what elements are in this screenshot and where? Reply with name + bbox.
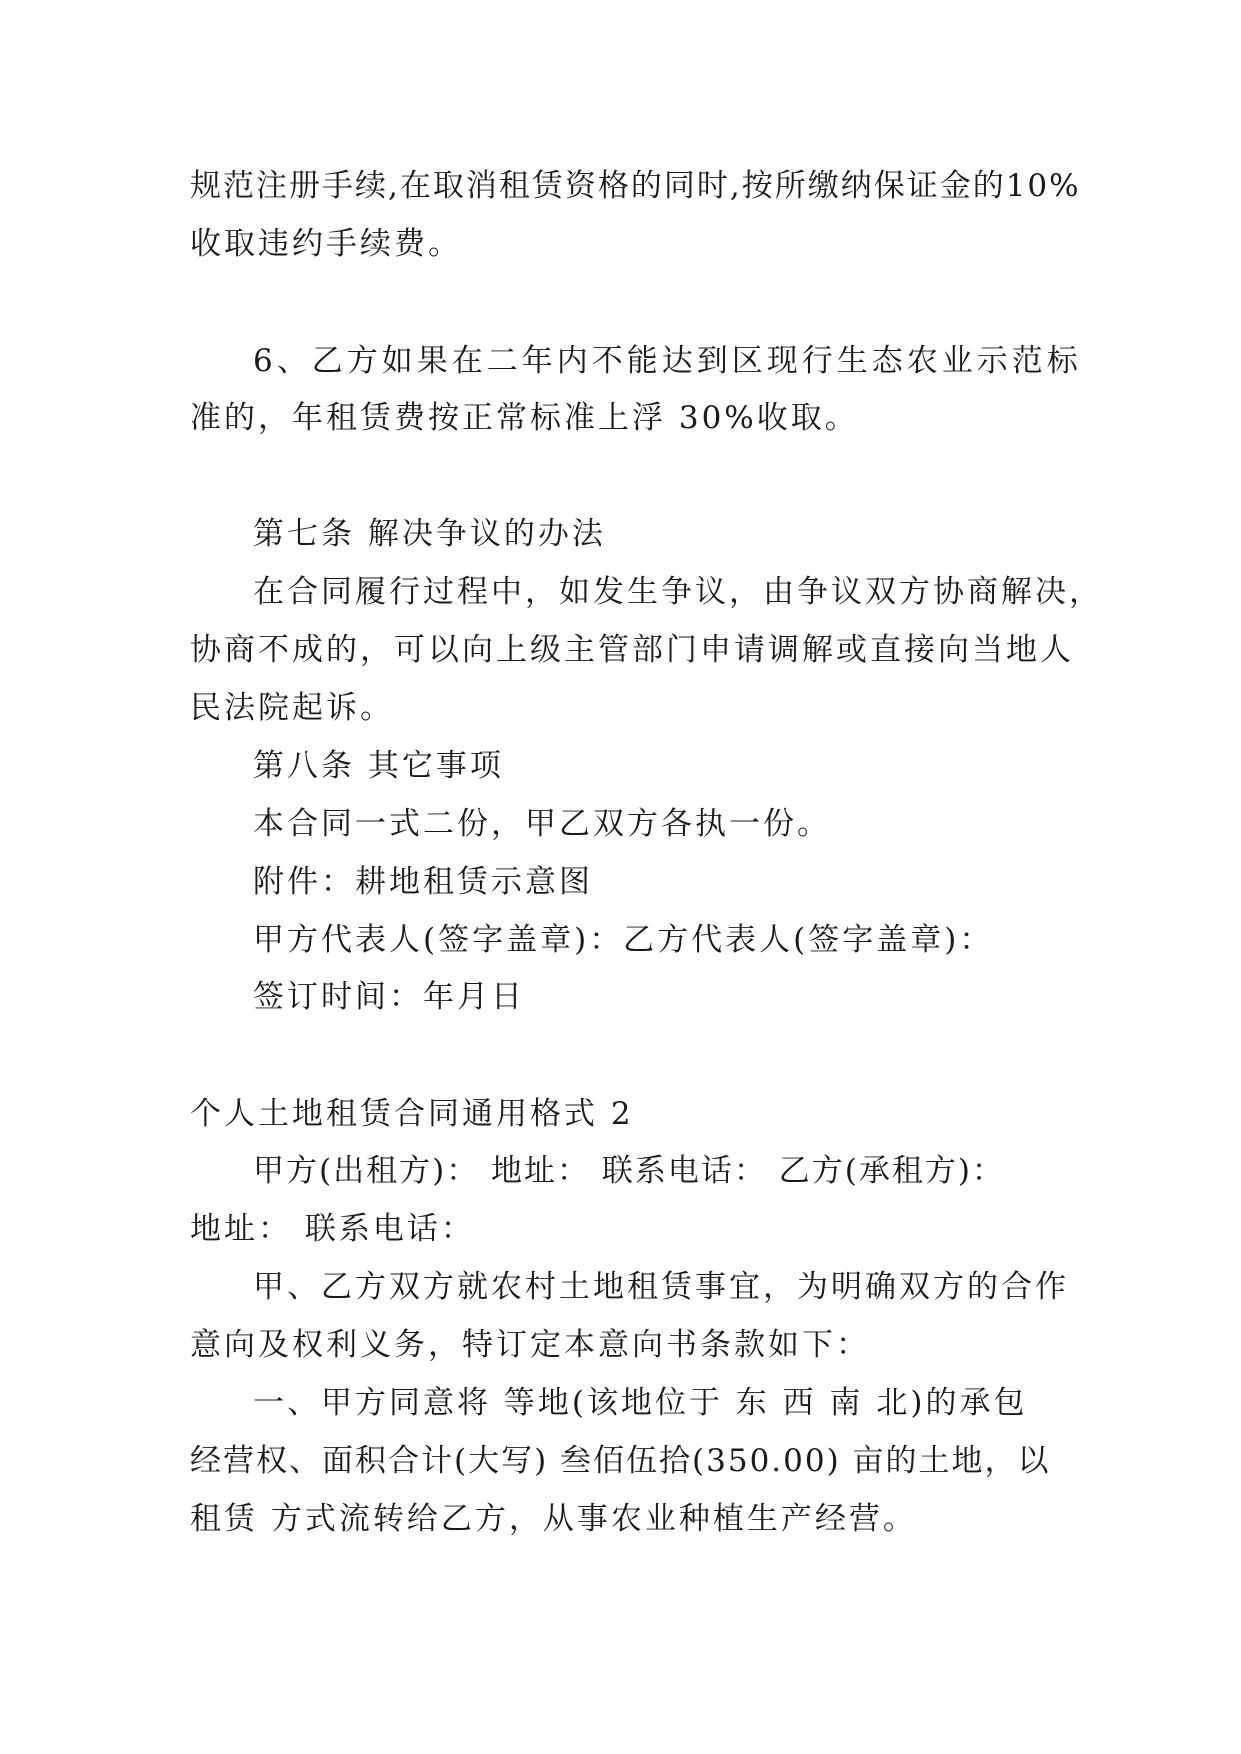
paragraph-line: 本合同一式二份，甲乙双方各执一份。 [253, 806, 831, 842]
paragraph-line: 甲方(出租方)： 地址： 联系电话： 乙方(承租方)： [253, 1153, 1005, 1189]
paragraph-line: 民法院起诉。 [190, 690, 394, 726]
section-heading: 第七条 解决争议的办法 [253, 516, 606, 552]
paragraph-line: 附件：耕地租赁示意图 [253, 864, 593, 900]
signature-line: 甲方代表人(签字盖章)：乙方代表人(签字盖章)： [253, 922, 994, 958]
paragraph-line: 地址： 联系电话： [190, 1211, 475, 1247]
paragraph-line: 在合同履行过程中，如发生争议，由争议双方协商解决， [253, 574, 1103, 610]
paragraph-line: 准的，年租赁费按正常标准上浮 30%收取。 [190, 400, 859, 436]
paragraph-line: 意向及权利义务，特订定本意向书条款如下： [190, 1327, 870, 1363]
paragraph-line: 规范注册手续,在取消租赁资格的同时,按所缴纳保证金的10% [190, 168, 1081, 204]
paragraph-line: 6、乙方如果在二年内不能达到区现行生态农业示范标 [253, 343, 1082, 379]
document-title: 个人土地租赁合同通用格式 2 [190, 1096, 634, 1132]
paragraph-line: 甲、乙方双方就农村土地租赁事宜，为明确双方的合作 [253, 1269, 1069, 1305]
paragraph-line: 协商不成的，可以向上级主管部门申请调解或直接向当地人 [190, 632, 1074, 668]
paragraph-line: 经营权、面积合计(大写) 叁佰伍拾(350.00) 亩的土地，以 [190, 1443, 1051, 1479]
section-heading: 第八条 其它事项 [253, 748, 504, 784]
date-line: 签订时间：年月日 [253, 979, 525, 1015]
paragraph-line: 收取违约手续费。 [190, 226, 462, 262]
paragraph-line: 一、甲方同意将 等地(该地位于 东 西 南 北)的承包 [253, 1385, 1028, 1421]
paragraph-line: 租赁 方式流转给乙方，从事农业种植生产经营。 [190, 1501, 917, 1537]
